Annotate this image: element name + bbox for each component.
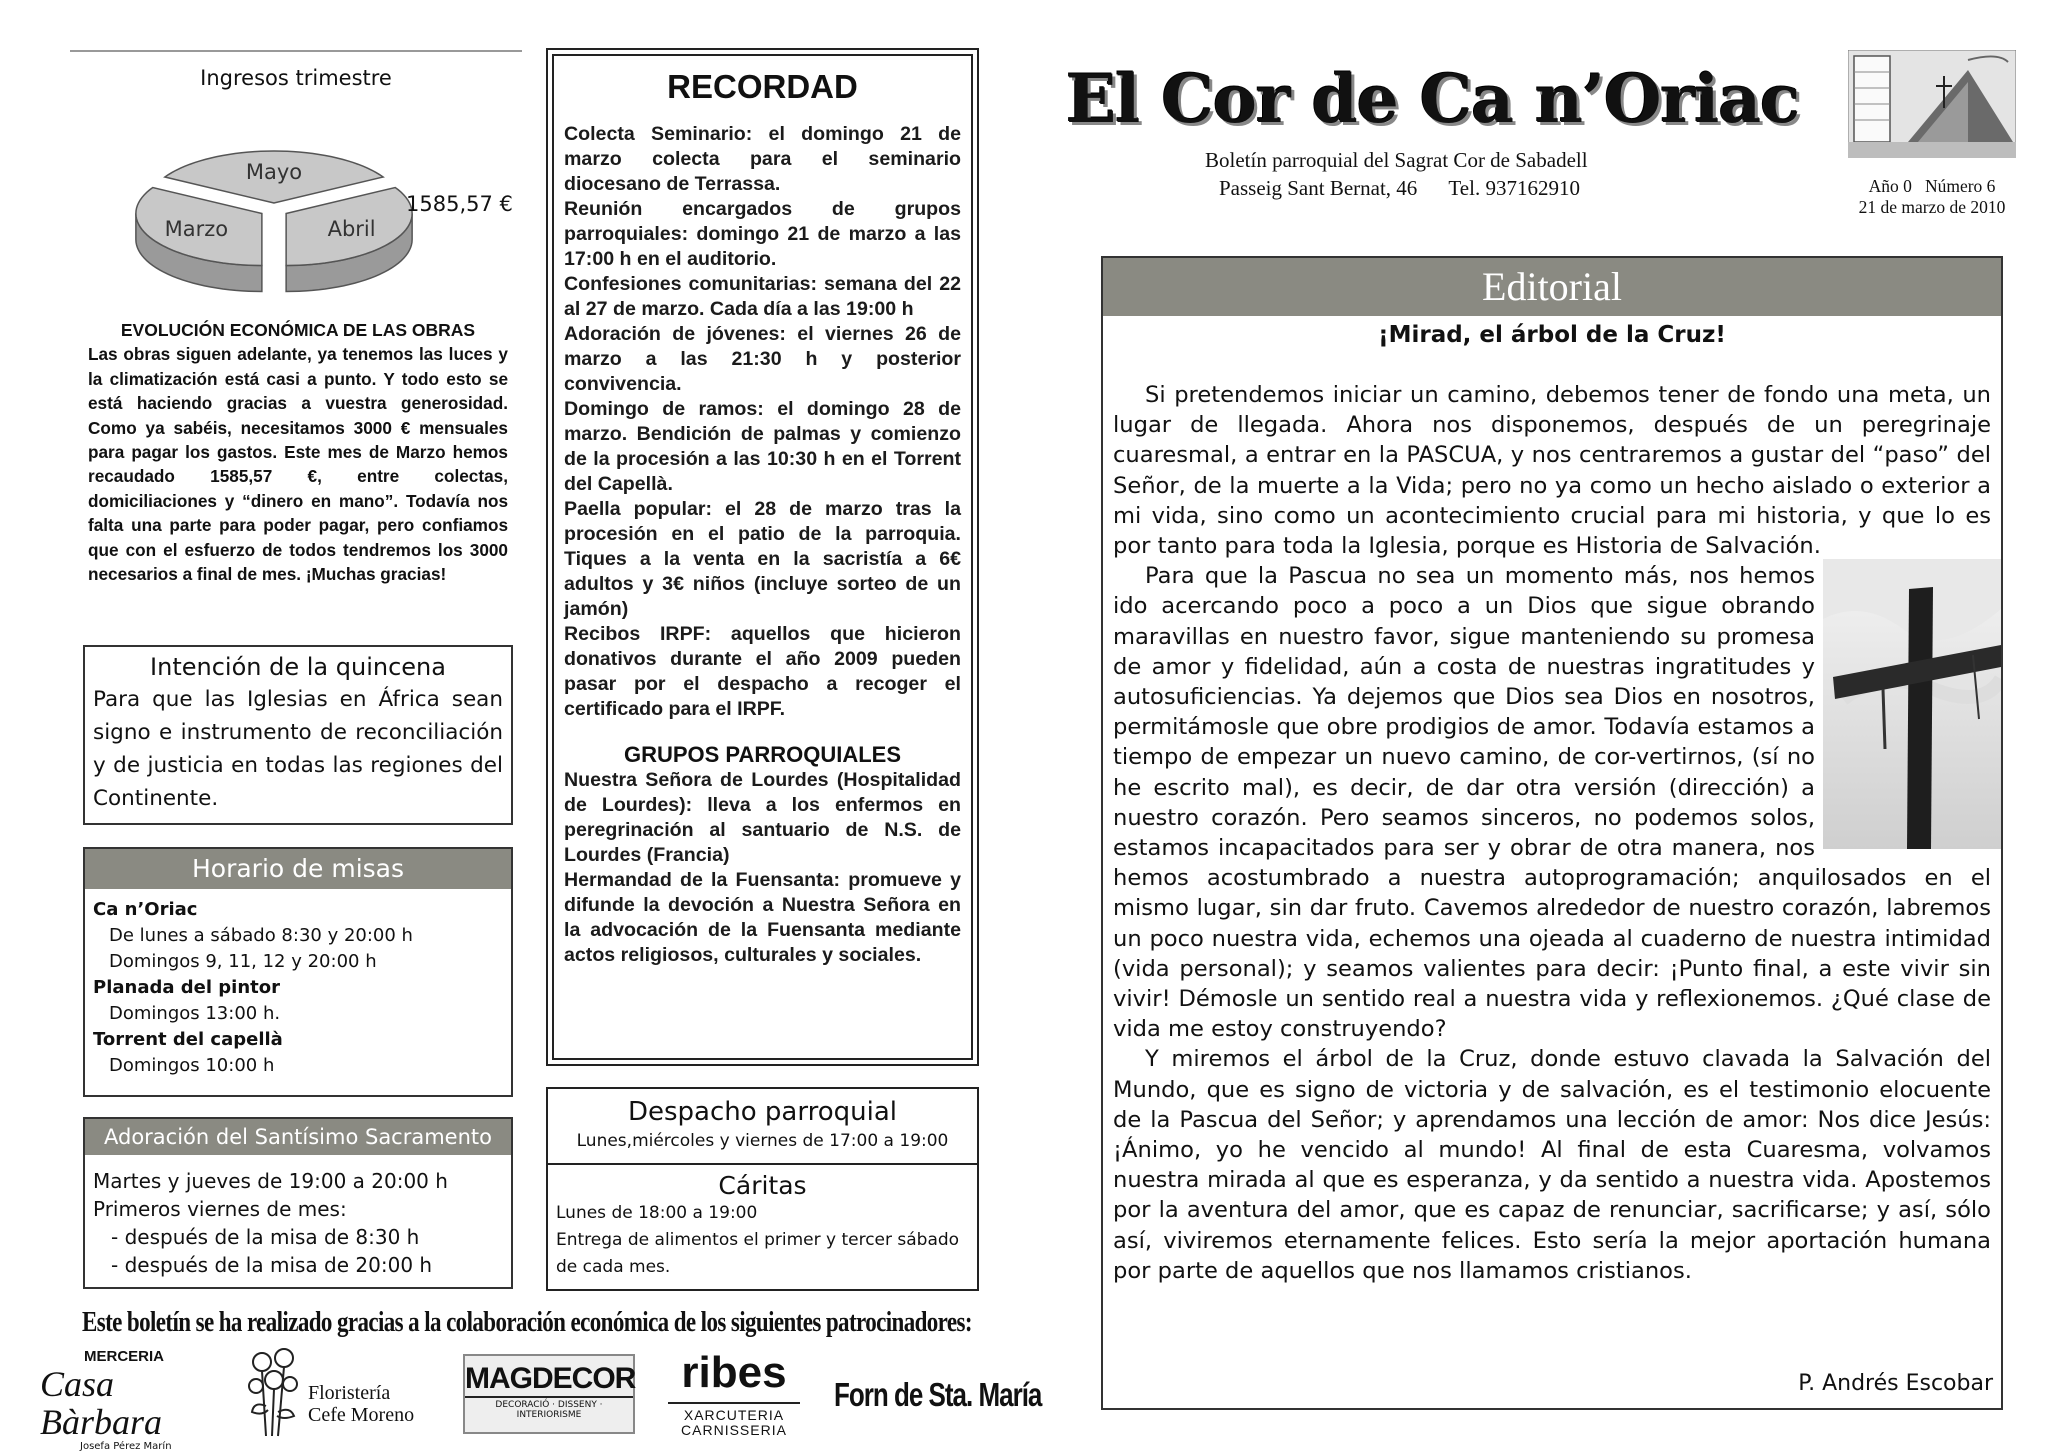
- issue-info: [1844, 176, 2020, 218]
- editorial-signature: P. Andrés Escobar: [1798, 1371, 1993, 1396]
- sponsor-ribes-logo: [668, 1350, 800, 1440]
- pie-label: Mayo: [245, 159, 303, 184]
- adoracion-line: - después de la misa de 8:30 h: [111, 1225, 420, 1249]
- grupos-item-text: lleva a los enfermos en peregrinación al santuario de N.S. de Lourdes (Francia): [564, 794, 961, 866]
- sponsor-sub: DECORACIÓ · DISSENY · INTERIORISME: [495, 1400, 603, 1420]
- recordad-item: [564, 272, 961, 322]
- horario-place: Ca n’Oriac: [93, 899, 198, 920]
- recordad-item-text: el domingo 28 de marzo. Bendición de palmas y comienzo de la procesión a las 10:30 h en el Torrent del Capellà.: [564, 398, 961, 495]
- grupos-item: [564, 768, 961, 868]
- adoracion-box: [83, 1117, 513, 1289]
- recordad-item-label: Recibos IRPF:: [564, 623, 712, 645]
- editorial-box: [1101, 256, 2003, 1410]
- adoracion-title: Adoración del Santísimo Sacramento: [85, 1119, 511, 1155]
- recordad-item-label: Reunión encargados de grupos parroquiales:: [564, 198, 961, 245]
- recordad-item-label: Adoración de jóvenes:: [564, 323, 786, 345]
- recordad-item: [564, 397, 961, 497]
- recordad-list: [564, 122, 961, 722]
- sponsor-name: Cefe Moreno: [308, 1404, 415, 1426]
- issue-date: 21 de marzo de 2010: [1858, 197, 2006, 217]
- editorial-body: [1113, 380, 1991, 1286]
- despacho-text: Lunes,miércoles y viernes de 17:00 a 19:00: [576, 1131, 949, 1151]
- newsletter-address: Passeig Sant Bernat, 46 Tel. 937162910: [1219, 176, 1580, 200]
- obras-text: Las obras siguen adelante, ya tenemos las luces y la climatización está casi a punto. Y todo esto se está haciendo gracias a vuestra generosidad. Como ya sabéis, necesitamos 3000 € mensuales para pagar los gastos. Este mes de Marzo hemos recaudado 1585,57 €, entre colectas, domiciliaciones y “dinero en mano”. Todavía nos falta una parte para poder pagar, pero confiamos que con el esfuerzo de todos tendremos los 3000 necesarios a final de mes. ¡Muchas gracias!: [88, 344, 508, 585]
- sponsor-floristeria-logo: [244, 1346, 444, 1438]
- pie-label: Abril: [327, 217, 376, 242]
- recordad-box: [546, 48, 979, 1066]
- recordad-item-label: Domingo de ramos:: [564, 398, 764, 420]
- recordad-item-label: Paella popular:: [564, 498, 713, 520]
- obras-section: [88, 318, 508, 586]
- sponsors-title: Este boletín se ha realizado gracias a la colaboración económica de los siguientes patrocinadores:: [82, 1306, 972, 1338]
- chart-annotation: 1585,57 €: [406, 192, 513, 216]
- caritas-line: Lunes de 18:00 a 19:00: [556, 1203, 758, 1223]
- grupos-item: [564, 868, 961, 968]
- horario-title: Horario de misas: [85, 849, 511, 889]
- sponsor-name: ribes: [681, 1348, 787, 1397]
- recordad-item-text: el viernes 26 de marzo a las 21:30 h y posterior convivencia.: [564, 323, 961, 395]
- despacho-box: [546, 1087, 979, 1291]
- sponsor-owner: Josefa Pérez Marín: [80, 1441, 172, 1452]
- adoracion-line: Martes y jueves de 19:00 a 20:00 h: [93, 1169, 448, 1193]
- adoracion-line: Primeros viernes de mes:: [93, 1197, 347, 1221]
- editorial-paragraph: Si pretendemos iniciar un camino, debemos tener de fondo una meta, un lugar de llegada. Ahora nos disponemos, después de un peregrinaje cuaresmal, a entrar en la PASCUA, y nos centraremos a gustar del “paso” del Señor, de la muerte a la Vida; pero no ya como un hecho aislado o exterior a mi vida, sino como un acontecimiento crucial para mi historia, y que lo es por tanto para toda la Iglesia, porque es Historia de Salvación.: [1113, 382, 1991, 560]
- editorial-headline: ¡Mirad, el árbol de la Cruz!: [1378, 322, 1726, 348]
- horario-line: Domingos 9, 11, 12 y 20:00 h: [109, 951, 377, 972]
- cross-photo: [1823, 559, 2001, 849]
- income-chart: [70, 50, 522, 307]
- horario-place: Planada del pintor: [93, 977, 281, 998]
- recordad-item: [564, 322, 961, 397]
- intencion-text: Para que las Iglesias en África sean signo e instrumento de reconciliación y de justicia en todas las regiones del Continente.: [93, 687, 503, 811]
- flower-icon: [244, 1346, 304, 1438]
- sponsor-sub: XARCUTERIA: [668, 1402, 800, 1423]
- sponsor-casa-barbara-logo: [40, 1348, 230, 1452]
- chart-title: Ingresos trimestre: [200, 66, 392, 90]
- recordad-item: [564, 122, 961, 197]
- caritas-title: Cáritas: [718, 1171, 807, 1200]
- issue-number: Año 0 Número 6: [1868, 176, 1996, 196]
- horario-box: [83, 847, 513, 1097]
- grupos-item-label: Nuestra Señora de Lourdes (Hospitalidad de Lourdes):: [564, 769, 961, 816]
- sponsor-sub: CARNISSERIA: [681, 1422, 787, 1438]
- recordad-item-label: Colecta Seminario:: [564, 123, 753, 145]
- recordad-item: [564, 497, 961, 622]
- despacho-title: Despacho parroquial: [627, 1097, 897, 1127]
- newsletter-subtitle: Boletín parroquial del Sagrat Cor de Sabadell: [1205, 148, 1588, 172]
- horario-place: Torrent del capellà: [93, 1029, 283, 1050]
- editorial-section-title: Editorial: [1103, 258, 2001, 316]
- recordad-item-text: semana del 22 al 27 de marzo. Cada día a las 19:00 h: [564, 273, 961, 320]
- horario-line: Domingos 13:00 h.: [109, 1003, 281, 1024]
- sponsor-name: MAGDECOR: [465, 1362, 633, 1398]
- church-photo: [1848, 50, 2016, 158]
- recordad-item-label: Confesiones comunitarias:: [564, 273, 818, 295]
- recordad-title: RECORDAD: [667, 68, 858, 105]
- editorial-paragraph: Para que la Pascua no sea un momento más, nos hemos ido acercando poco a poco a un Dios que sigue obrando maravillas en nuestro favor, sigue manteniendo su promesa de amor y fidelidad, aún a costa de nuestras ingratitudes y autosuficiencias. Ya dejemos que Dios sea Dios en nosotros, permitámosle que obre prodigios de amor. Todavía estamos a tiempo de empezar un nuevo camino, de cor-vertirnos, (sí no he escrito mal), es decir, de dar otra versión (dirección) a nuestro corazón. Pero seamos sinceros, no podemos solos, estamos incapacitados para ser y obrar de otra manera, nos hemos acostumbrado a nuestra autoprogramación; anquilosados en el mismo lugar, sin dar fruto. Cavemos alrededor de nuestro corazón, labremos un poco nuestra vida, echemos una ojeada al cuaderno de nuestra intimidad (vida personal); y seamos valientes para decir: ¡Punto final, a este vivir sin vivir! Démosle un sentido real a nuestra vida y reflexionemos. ¿Qué clase de vida me estoy construyendo?: [1113, 563, 1991, 1043]
- adoracion-line: - después de la misa de 20:00 h: [111, 1253, 433, 1277]
- pie-chart: [70, 52, 522, 307]
- grupos-list: [564, 768, 961, 968]
- sponsor-magdecor-logo: [463, 1354, 635, 1434]
- sponsor-label: MERCERIA: [84, 1348, 165, 1365]
- grupos-title: GRUPOS PARROQUIALES: [623, 742, 902, 767]
- sponsor-name: Casa Bàrbara: [40, 1364, 163, 1442]
- newsletter-title: El Cor de Ca n’Oriac: [1066, 60, 1800, 138]
- sponsor-forn-logo: Forn de Sta. María: [834, 1375, 1042, 1414]
- horario-line: De lunes a sábado 8:30 y 20:00 h: [109, 925, 413, 946]
- divider: [548, 1163, 977, 1165]
- sponsor-name: Floristería: [308, 1382, 391, 1404]
- editorial-paragraph: Y miremos el árbol de la Cruz, donde estuvo clavada la Salvación del Mundo, que es signo de victoria y de salvación, es el testimonio elocuente de la Pascua del Señor; y aprendamos una lección de amor: Nos dice Jesús: ¡Ánimo, yo he vencido al mundo! Al final de esta Cuaresma, volvamos nuestra mirada al que es esperanza, y da sentido a nuestra vida. Apostemos por la aventura del amor, que es capaz de renunciar, sacrificarse; y así, sólo así, viviremos eternamente felices. Esto sería la mejor aportación humana por parte de aquellos que nos llamamos cristianos.: [1113, 1046, 1991, 1284]
- recordad-item-text: el domingo 21 de marzo colecta para el seminario diocesano de Terrassa.: [564, 123, 961, 195]
- grupos-item-text: promueve y difunde la devoción a Nuestra Señora en la advocación de la Fuensanta mediante actos religiosos, culturales y sociales.: [564, 869, 961, 966]
- recordad-item-text: domingo 21 de marzo a las 17:00 h en el auditorio.: [564, 223, 961, 270]
- recordad-item: [564, 622, 961, 722]
- intencion-title: Intención de la quincena: [150, 653, 446, 681]
- recordad-item: [564, 197, 961, 272]
- pie-label: Marzo: [164, 217, 229, 242]
- grupos-item-label: Hermandad de la Fuensanta:: [564, 869, 841, 891]
- intencion-box: [83, 645, 513, 825]
- recordad-item-text: el 28 de marzo tras la procesión en el patio de la parroquia. Tiques a la venta en la sacristía a 6€ adultos y 3€ niños (incluye sorteo de un jamón): [564, 498, 961, 620]
- recordad-item-text: aquellos que hicieron donativos durante el año 2009 pueden pasar por el despacho a recoger el certificado para el IRPF.: [564, 623, 961, 720]
- caritas-line: Entrega de alimentos el primer y tercer sábado de cada mes.: [556, 1230, 960, 1277]
- obras-title: EVOLUCIÓN ECONÓMICA DE LAS OBRAS: [120, 320, 476, 340]
- horario-line: Domingos 10:00 h: [109, 1055, 275, 1076]
